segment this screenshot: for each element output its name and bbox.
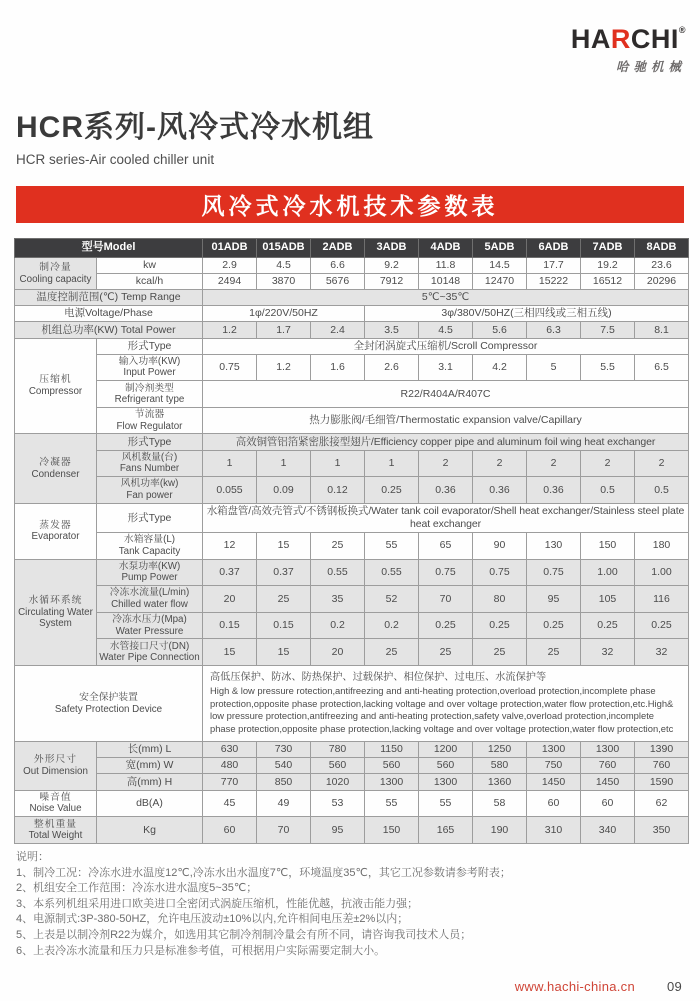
row-label — [97, 450, 203, 477]
row-label-en: Tank Capacity — [118, 545, 181, 557]
value-cell: 580 — [473, 758, 527, 774]
value-cell: 60 — [581, 790, 635, 817]
model-column-header: 015ADB — [257, 239, 311, 258]
value-cell: 1020 — [311, 774, 365, 790]
value-cell: 2494 — [203, 274, 257, 290]
category-cell-out-dimension — [15, 742, 97, 790]
value-cell: 60 — [203, 817, 257, 844]
note-item: 6、上表冷冻水流量和压力只是标准参考值，可根据用户实际需要定制大小。 — [16, 944, 386, 957]
value-cell: 15 — [257, 639, 311, 666]
model-column-header: 5ADB — [473, 239, 527, 258]
safety-text-zh: 高低压保护、防冰、防热保护、过载保护、相位保护、过电压、水流保护等 — [210, 671, 547, 683]
value-cell: 1 — [365, 450, 419, 477]
note-item: 3、本系列机组采用进口欧美进口全密闭式涡旋压缩机，性能优越，抗液击能力强； — [16, 897, 419, 910]
value-cell: 130 — [527, 532, 581, 559]
notes-heading: 说明： — [16, 851, 49, 863]
note-item: 2、机组安全工作范围：冷冻水进水温度5~35℃； — [16, 882, 258, 895]
row-label-en: Flow Regulator — [116, 420, 183, 432]
model-column-header: 7ADB — [581, 239, 635, 258]
value-cell: 20296 — [635, 274, 689, 290]
span-cell: 3φ/380V/50HZ(三相四线或三相五线) — [365, 306, 689, 322]
value-cell: 2.4 — [311, 322, 365, 338]
category-label-zh: 制冷量 — [39, 262, 72, 274]
value-cell: 55 — [365, 790, 419, 817]
category-label-zh: 噪音值 — [39, 791, 72, 803]
value-cell: 2.6 — [365, 354, 419, 381]
value-cell: 55 — [365, 532, 419, 559]
value-cell: 2 — [419, 450, 473, 477]
value-cell: 1390 — [635, 742, 689, 758]
category-label-en: Out Dimension — [23, 765, 88, 777]
value-cell: 0.25 — [419, 612, 473, 639]
value-cell: 0.75 — [419, 559, 473, 586]
value-cell: 0.055 — [203, 477, 257, 504]
row-label-en: Pump Power — [121, 572, 178, 584]
section-banner: 风冷式冷水机技术参数表 — [16, 186, 684, 223]
value-cell: 90 — [473, 532, 527, 559]
span-cell: 热力膨胀阀/毛细管/Thermostatic expansion valve/Capillary — [203, 407, 689, 434]
value-cell: 23.6 — [635, 258, 689, 274]
value-cell: 60 — [527, 790, 581, 817]
value-cell: 480 — [203, 758, 257, 774]
value-cell: 190 — [473, 817, 527, 844]
row-label-zh: 水泵功率(KW) — [118, 560, 181, 572]
row-label — [97, 612, 203, 639]
page-title: HCR系列-风冷式冷水机组 — [16, 111, 374, 144]
value-cell: 1.2 — [203, 322, 257, 338]
value-cell: 16512 — [581, 274, 635, 290]
website-link[interactable]: www.hachi-china.cn — [514, 979, 636, 994]
note-item: 1、制冷工况：冷冻水进水温度12℃,冷冻水出水温度7℃，环境温度35℃，其它工况参数请参考附表； — [16, 866, 511, 879]
model-column-header: 6ADB — [527, 239, 581, 258]
row-label: Kg — [97, 817, 203, 844]
row-label-en: Water Pipe Connection — [99, 652, 200, 664]
value-cell: 25 — [365, 639, 419, 666]
model-column-header: 8ADB — [635, 239, 689, 258]
row-label — [97, 407, 203, 434]
value-cell: 116 — [635, 586, 689, 613]
value-cell: 11.8 — [419, 258, 473, 274]
category-label-en: Evaporator — [31, 531, 80, 543]
value-cell: 850 — [257, 774, 311, 790]
value-cell: 1300 — [581, 742, 635, 758]
category-label-en: Compressor — [28, 386, 83, 398]
notes — [16, 850, 676, 959]
category-label-en: Noise Value — [29, 803, 82, 815]
value-cell: 0.2 — [365, 612, 419, 639]
value-cell: 32 — [581, 639, 635, 666]
brand-subtitle: 哈驰机械 — [615, 60, 686, 74]
value-cell: 95 — [311, 817, 365, 844]
row-label-en: Fans Number — [119, 463, 180, 475]
value-cell: 0.75 — [527, 559, 581, 586]
span-cell: 全封闭涡旋式压缩机/Scroll Compressor — [203, 338, 689, 354]
registered-mark: ® — [678, 25, 686, 35]
value-cell: 12470 — [473, 274, 527, 290]
row-label: 机组总功率(KW) Total Power — [15, 322, 203, 338]
value-cell: 2 — [527, 450, 581, 477]
value-cell: 0.15 — [257, 612, 311, 639]
value-cell: 0.36 — [419, 477, 473, 504]
span-cell: 5℃~35℃ — [203, 290, 689, 306]
value-cell: 0.25 — [527, 612, 581, 639]
value-cell: 65 — [419, 532, 473, 559]
value-cell: 0.12 — [311, 477, 365, 504]
value-cell: 0.25 — [365, 477, 419, 504]
value-cell: 53 — [311, 790, 365, 817]
value-cell: 0.5 — [635, 477, 689, 504]
category-label-en: Circulating Water System — [18, 606, 93, 630]
value-cell: 0.55 — [311, 559, 365, 586]
value-cell: 1.2 — [257, 354, 311, 381]
value-cell: 4.2 — [473, 354, 527, 381]
category-cell-cooling-capacity — [15, 258, 97, 290]
value-cell: 2.9 — [203, 258, 257, 274]
value-cell: 4.5 — [419, 322, 473, 338]
row-label: 温度控制范围(℃) Temp Range — [15, 290, 203, 306]
row-label-zh: 冷冻水流量(L/min) — [109, 587, 190, 599]
row-label — [97, 639, 203, 666]
row-label-zh: 节流器 — [134, 409, 165, 421]
category-cell-total-weight — [15, 817, 97, 844]
value-cell: 2 — [581, 450, 635, 477]
value-cell: 2 — [473, 450, 527, 477]
value-cell: 560 — [419, 758, 473, 774]
value-cell: 7912 — [365, 274, 419, 290]
value-cell: 340 — [581, 817, 635, 844]
span-cell: R22/R404A/R407C — [203, 381, 689, 408]
value-cell: 62 — [635, 790, 689, 817]
category-label-zh: 外形尺寸 — [33, 754, 78, 766]
model-column-header: 4ADB — [419, 239, 473, 258]
span-cell: 水箱盘管/高效壳管式/不锈钢板换式/Water tank coil evaporator/Shell heat exchanger/Stainless steel plate heat exchanger — [203, 503, 689, 532]
value-cell: 0.55 — [365, 559, 419, 586]
value-cell: 6.5 — [635, 354, 689, 381]
value-cell: 19.2 — [581, 258, 635, 274]
category-cell-evaporator — [15, 503, 97, 559]
page-subtitle: HCR series-Air cooled chiller unit — [16, 152, 215, 167]
value-cell: 770 — [203, 774, 257, 790]
value-cell: 25 — [311, 532, 365, 559]
value-cell: 3.1 — [419, 354, 473, 381]
value-cell: 1590 — [635, 774, 689, 790]
value-cell: 35 — [311, 586, 365, 613]
value-cell: 0.36 — [473, 477, 527, 504]
row-label: 形式Type — [97, 434, 203, 450]
value-cell: 0.25 — [581, 612, 635, 639]
row-label-zh: 水管接口尺寸(DN) — [109, 640, 190, 652]
row-label — [97, 477, 203, 504]
value-cell: 5.6 — [473, 322, 527, 338]
value-cell: 7.5 — [581, 322, 635, 338]
value-cell: 0.25 — [473, 612, 527, 639]
value-cell: 5.5 — [581, 354, 635, 381]
row-label-zh: 安全保护装置 — [79, 692, 138, 704]
row-label — [97, 354, 203, 381]
value-cell: 0.5 — [581, 477, 635, 504]
value-cell: 95 — [527, 586, 581, 613]
value-cell: 0.75 — [203, 354, 257, 381]
value-cell: 540 — [257, 758, 311, 774]
page-number: 09 — [666, 979, 682, 994]
value-cell: 1450 — [527, 774, 581, 790]
value-cell: 5 — [527, 354, 581, 381]
category-label-en: Condenser — [31, 468, 80, 480]
value-cell: 1300 — [419, 774, 473, 790]
value-cell: 1 — [203, 450, 257, 477]
safety-text-en: High & low pressure rotection,antifreezing and anti-heating protection,overload protection,incomplete phase protection,opposite phase protection,lacking voltage and over voltage protection,water flow protection,etc.High& low pressure protection,antifreezing and anti-heating protection,safety valve,overload protection,incomplete phase protection,opposite phase protection,lacking voltage and over voltage protection,water flow protection,etc — [210, 684, 674, 735]
spec-table — [14, 238, 689, 844]
value-cell: 52 — [365, 586, 419, 613]
value-cell: 32 — [635, 639, 689, 666]
category-cell-noise-value — [15, 790, 97, 817]
safety-text-cell — [203, 666, 689, 742]
value-cell: 760 — [581, 758, 635, 774]
brand-wordmark-red-letter: R — [610, 24, 631, 54]
value-cell: 45 — [203, 790, 257, 817]
value-cell: 70 — [419, 586, 473, 613]
row-label — [97, 532, 203, 559]
category-cell-water-system — [15, 559, 97, 665]
value-cell: 1.00 — [581, 559, 635, 586]
value-cell: 1 — [257, 450, 311, 477]
value-cell: 0.75 — [473, 559, 527, 586]
value-cell: 80 — [473, 586, 527, 613]
value-cell: 0.2 — [311, 612, 365, 639]
row-label-en: Chilled water flow — [111, 599, 188, 610]
value-cell: 1 — [311, 450, 365, 477]
row-label-en: Safety Protection Device — [54, 703, 163, 715]
brand-logo — [516, 26, 686, 75]
value-cell: 780 — [311, 742, 365, 758]
row-label: kcal/h — [97, 274, 203, 290]
value-cell: 750 — [527, 758, 581, 774]
value-cell: 15222 — [527, 274, 581, 290]
page-footer — [515, 979, 682, 994]
brand-wordmark-suffix: CHI — [630, 24, 679, 54]
row-label: 长(mm) L — [97, 742, 203, 758]
row-label-zh: 水箱容量(L) — [123, 534, 176, 546]
value-cell: 0.36 — [527, 477, 581, 504]
value-cell: 58 — [473, 790, 527, 817]
value-cell: 20 — [311, 639, 365, 666]
category-cell-condenser — [15, 434, 97, 503]
row-label: 电源Voltage/Phase — [15, 306, 203, 322]
value-cell: 4.5 — [257, 258, 311, 274]
value-cell: 1360 — [473, 774, 527, 790]
value-cell: 1.00 — [635, 559, 689, 586]
value-cell: 14.5 — [473, 258, 527, 274]
value-cell: 12 — [203, 532, 257, 559]
value-cell: 8.1 — [635, 322, 689, 338]
value-cell: 0.09 — [257, 477, 311, 504]
row-label-zh: 风机数量(台) — [121, 451, 178, 463]
row-label-zh: 风机功率(kw) — [120, 478, 179, 490]
row-label: dB(A) — [97, 790, 203, 817]
value-cell: 1450 — [581, 774, 635, 790]
value-cell: 1.7 — [257, 322, 311, 338]
row-label-en: Fan power — [126, 490, 173, 501]
value-cell: 3870 — [257, 274, 311, 290]
value-cell: 1.6 — [311, 354, 365, 381]
row-label: 形式Type — [97, 503, 203, 532]
value-cell: 25 — [527, 639, 581, 666]
row-label-zh: 输入功率(KW) — [118, 355, 181, 367]
model-header-label: 型号Model — [15, 239, 203, 258]
value-cell: 17.7 — [527, 258, 581, 274]
row-label — [97, 586, 203, 613]
row-label-zh: 冷冻水压力(Mpa) — [112, 614, 187, 626]
value-cell: 180 — [635, 532, 689, 559]
value-cell: 25 — [473, 639, 527, 666]
value-cell: 730 — [257, 742, 311, 758]
note-item: 5、上表是以制冷剂R22为媒介，如选用其它制冷剂制冷量会有所不同，请咨询我司技术人员； — [16, 928, 472, 941]
span-cell: 高效铜管铝箔紧密胀接型翅片/Efficiency copper pipe and aluminum foil wing heat exchanger — [203, 434, 689, 450]
value-cell: 10148 — [419, 274, 473, 290]
note-item: 4、电源制式:3P-380-50HZ，允许电压波动±10%以内,允许相间电压差±2%以内； — [16, 913, 409, 926]
value-cell: 630 — [203, 742, 257, 758]
value-cell: 150 — [581, 532, 635, 559]
value-cell: 150 — [365, 817, 419, 844]
value-cell: 55 — [419, 790, 473, 817]
value-cell: 310 — [527, 817, 581, 844]
category-label-zh: 压缩机 — [39, 374, 72, 386]
model-column-header: 3ADB — [365, 239, 419, 258]
row-label — [97, 559, 203, 586]
row-label-en: Water Pressure — [115, 625, 184, 637]
value-cell: 6.3 — [527, 322, 581, 338]
span-cell: 1φ/220V/50HZ — [203, 306, 365, 322]
value-cell: 1150 — [365, 742, 419, 758]
category-label-zh: 冷凝器 — [39, 457, 72, 469]
value-cell: 20 — [203, 586, 257, 613]
value-cell: 0.25 — [635, 612, 689, 639]
category-label-zh: 水循环系统 — [28, 594, 83, 606]
value-cell: 760 — [635, 758, 689, 774]
row-label — [97, 381, 203, 408]
category-label-en: Cooling capacity — [19, 273, 92, 285]
row-label-zh: 制冷剂类型 — [125, 382, 174, 394]
category-label-zh: 整机重量 — [33, 818, 78, 830]
value-cell: 350 — [635, 817, 689, 844]
brand-wordmark-prefix: HA — [570, 24, 611, 54]
value-cell: 560 — [311, 758, 365, 774]
row-label-en: Input Power — [123, 367, 176, 379]
row-label — [15, 666, 203, 742]
category-label-en: Total Weight — [28, 830, 83, 842]
value-cell: 560 — [365, 758, 419, 774]
row-label: 高(mm) H — [97, 774, 203, 790]
value-cell: 1250 — [473, 742, 527, 758]
value-cell: 49 — [257, 790, 311, 817]
value-cell: 1300 — [365, 774, 419, 790]
row-label: 宽(mm) W — [97, 758, 203, 774]
title-block — [16, 102, 374, 167]
value-cell: 3.5 — [365, 322, 419, 338]
value-cell: 0.37 — [203, 559, 257, 586]
value-cell: 1200 — [419, 742, 473, 758]
category-label-zh: 蒸发器 — [39, 519, 72, 531]
value-cell: 15 — [203, 639, 257, 666]
row-label-en: Refrigerant type — [114, 394, 185, 406]
brand-wordmark — [516, 26, 686, 53]
value-cell: 165 — [419, 817, 473, 844]
value-cell: 6.6 — [311, 258, 365, 274]
row-label: 形式Type — [97, 338, 203, 354]
category-cell-compressor — [15, 338, 97, 434]
model-column-header: 01ADB — [203, 239, 257, 258]
value-cell: 105 — [581, 586, 635, 613]
value-cell: 2 — [635, 450, 689, 477]
row-label: kw — [97, 258, 203, 274]
value-cell: 15 — [257, 532, 311, 559]
value-cell: 5676 — [311, 274, 365, 290]
value-cell: 0.37 — [257, 559, 311, 586]
model-column-header: 2ADB — [311, 239, 365, 258]
value-cell: 0.15 — [203, 612, 257, 639]
value-cell: 1300 — [527, 742, 581, 758]
value-cell: 25 — [419, 639, 473, 666]
value-cell: 9.2 — [365, 258, 419, 274]
value-cell: 25 — [257, 586, 311, 613]
value-cell: 70 — [257, 817, 311, 844]
